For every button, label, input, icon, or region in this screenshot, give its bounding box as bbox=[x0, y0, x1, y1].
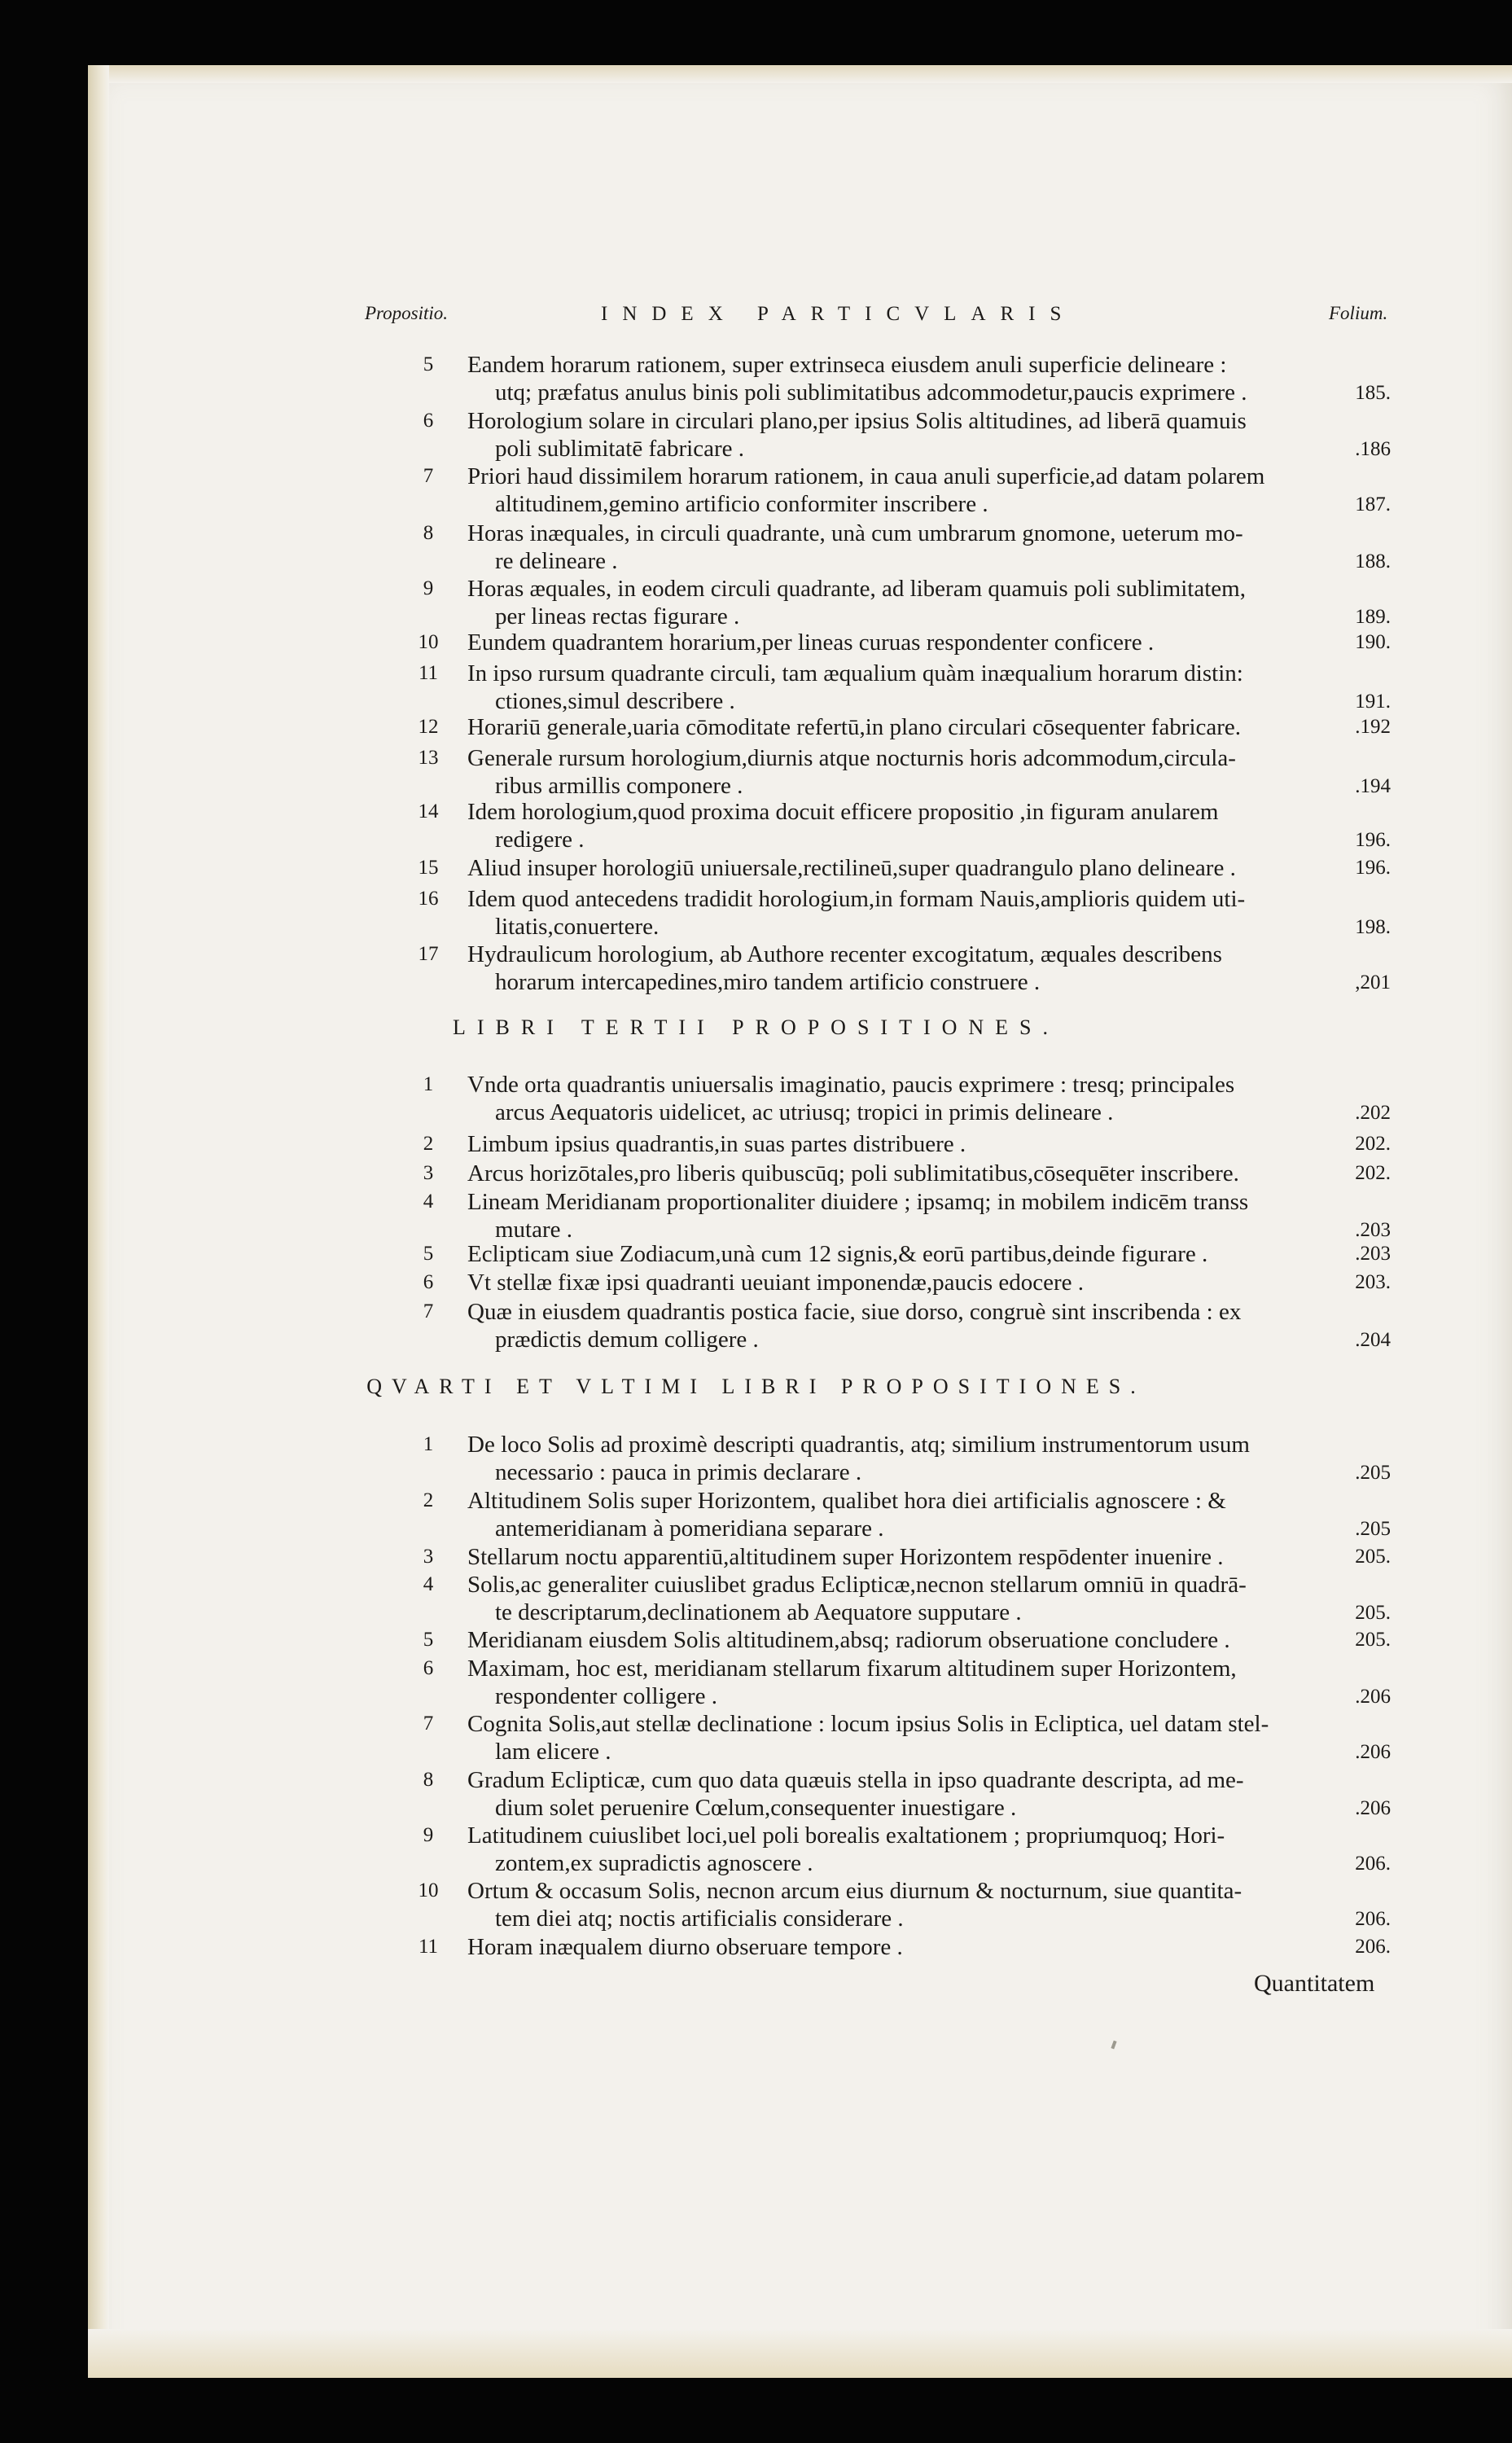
proposition-text bbox=[467, 463, 1330, 518]
folio-number: .192 bbox=[1355, 716, 1391, 738]
proposition-number: 9 bbox=[423, 577, 434, 599]
proposition-number: 6 bbox=[423, 1657, 434, 1679]
proposition-text bbox=[467, 1130, 1330, 1158]
folio-number: 196. bbox=[1355, 829, 1391, 851]
proposition-number: 4 bbox=[423, 1573, 434, 1595]
proposition-text bbox=[467, 407, 1330, 463]
folio-number: .205 bbox=[1355, 1462, 1391, 1484]
folio-number: .203 bbox=[1355, 1243, 1391, 1265]
catchword: Quantitatem bbox=[1254, 1970, 1375, 1997]
folio-number: 203. bbox=[1355, 1271, 1391, 1293]
proposition-line: Hydraulicum horologium, ab Authore recenter excogitatum, æquales describens bbox=[467, 941, 1222, 967]
folio-number: 188. bbox=[1355, 550, 1391, 572]
proposition-line: tem diei atq; noctis artificialis considerare . bbox=[495, 1906, 904, 1932]
page-edge-bottom bbox=[88, 2329, 1512, 2378]
running-head-right: Folium. bbox=[1329, 303, 1388, 323]
proposition-line: Eandem horarum rationem, super extrinseca eiusdem anuli superficie delineare : bbox=[467, 352, 1227, 378]
proposition-text bbox=[467, 1877, 1330, 1932]
proposition-text bbox=[467, 1269, 1330, 1296]
proposition-text bbox=[467, 520, 1330, 575]
proposition-line: poli sublimitatē fabricare . bbox=[495, 436, 745, 462]
proposition-line: antemeridianam à pomeridiana separare . bbox=[495, 1515, 884, 1542]
proposition-text bbox=[467, 1188, 1330, 1243]
proposition-line: Limbum ipsius quadrantis,in suas partes distribuere . bbox=[467, 1131, 966, 1157]
proposition-text bbox=[467, 629, 1330, 656]
proposition-text bbox=[467, 1822, 1330, 1877]
proposition-text bbox=[467, 351, 1330, 406]
proposition-text bbox=[467, 1298, 1330, 1353]
proposition-line: Stellarum noctu apparentiū,altitudinem super Horizontem respōdenter inuenire . bbox=[467, 1544, 1224, 1570]
proposition-line: respondenter colligere . bbox=[495, 1683, 717, 1709]
proposition-number: 8 bbox=[423, 522, 434, 544]
proposition-text bbox=[467, 1487, 1330, 1542]
folio-number: 190. bbox=[1355, 631, 1391, 653]
proposition-text bbox=[467, 575, 1330, 630]
proposition-text bbox=[467, 854, 1330, 882]
proposition-text bbox=[467, 885, 1330, 941]
folio-number: 205. bbox=[1355, 1546, 1391, 1568]
proposition-line: De loco Solis ad proximè descripti quadrantis, atq; similium instrumentorum usum bbox=[467, 1432, 1250, 1458]
folio-number: 205. bbox=[1355, 1629, 1391, 1651]
proposition-line: Vt stellæ fixæ ipsi quadranti ueuiant imponendæ,paucis edocere . bbox=[467, 1270, 1085, 1296]
proposition-number: 6 bbox=[423, 1271, 434, 1293]
folio-number: .186 bbox=[1355, 438, 1391, 460]
proposition-line: Vnde orta quadrantis uniuersalis imaginatio, paucis exprimere : tresq; principales bbox=[467, 1072, 1235, 1098]
proposition-line: Aliud insuper horologiū uniuersale,rectilineū,super quadrangulo plano delineare . bbox=[467, 855, 1236, 881]
proposition-number: 13 bbox=[418, 747, 439, 769]
proposition-line: Horariū generale,uaria cōmoditate refertū,in plano circulari cōsequenter fabricare. bbox=[467, 714, 1242, 740]
proposition-line: dium solet peruenire Cœlum,consequenter inuestigare . bbox=[495, 1795, 1017, 1821]
proposition-number: 11 bbox=[418, 662, 439, 684]
proposition-number: 4 bbox=[423, 1191, 434, 1213]
running-head-left: Propositio. bbox=[365, 303, 449, 323]
proposition-number: 10 bbox=[418, 1879, 439, 1901]
proposition-line: prædictis demum colligere . bbox=[495, 1327, 759, 1353]
proposition-text bbox=[467, 660, 1330, 715]
proposition-number: 5 bbox=[423, 1629, 434, 1651]
proposition-line: Horas inæquales, in circuli quadrante, unà cum umbrarum gnomone, ueterum mo- bbox=[467, 520, 1243, 546]
proposition-line: Arcus horizōtales,pro liberis quibuscūq; poli sublimitatibus,cōsequēter inscribere. bbox=[467, 1160, 1239, 1186]
proposition-line: litatis,conuertere. bbox=[495, 914, 660, 940]
proposition-text bbox=[467, 1766, 1330, 1822]
proposition-text bbox=[467, 1071, 1330, 1126]
proposition-number: 3 bbox=[423, 1162, 434, 1184]
proposition-line: Horam inæqualem diurno obseruare tempore . bbox=[467, 1934, 903, 1960]
proposition-number: 12 bbox=[418, 716, 439, 738]
proposition-line: utq; præfatus anulus binis poli sublimitatibus adcommodetur,paucis exprimere . bbox=[495, 379, 1247, 406]
proposition-number: 8 bbox=[423, 1769, 434, 1791]
proposition-number: 1 bbox=[423, 1073, 434, 1095]
proposition-line: Maximam, hoc est, meridianam stellarum fixarum altitudinem super Horizontem, bbox=[467, 1656, 1237, 1682]
proposition-number: 10 bbox=[418, 631, 439, 653]
proposition-line: Eclipticam siue Zodiacum,unà cum 12 signis,& eorū partibus,deinde figurare . bbox=[467, 1241, 1208, 1267]
proposition-line: Cognita Solis,aut stellæ declinatione : locum ipsius Solis in Ecliptica, uel datam stel- bbox=[467, 1711, 1269, 1737]
proposition-line: Eundem quadrantem horarium,per lineas curuas respondenter conficere . bbox=[467, 629, 1155, 656]
proposition-line: ctiones,simul describere . bbox=[495, 688, 735, 714]
proposition-text bbox=[467, 1571, 1330, 1626]
folio-number: 189. bbox=[1355, 606, 1391, 628]
proposition-line: Gradum Eclipticæ, cum quo data quæuis stella in ipso quadrante descripta, ad me- bbox=[467, 1767, 1244, 1793]
proposition-line: Lineam Meridianam proportionaliter diuidere ; ipsamq; in mobilem indicēm transs bbox=[467, 1189, 1249, 1215]
folio-number: 202. bbox=[1355, 1133, 1391, 1155]
section-title-quarti: QVARTI ET VLTIMI LIBRI PROPOSITIONES. bbox=[366, 1375, 1146, 1398]
folio-number: 187. bbox=[1355, 493, 1391, 515]
proposition-text bbox=[467, 1543, 1330, 1571]
proposition-number: 3 bbox=[423, 1546, 434, 1568]
proposition-line: necessario : pauca in primis declarare . bbox=[495, 1459, 862, 1485]
proposition-line: Generale rursum horologium,diurnis atque nocturnis horis adcommodum,circula- bbox=[467, 745, 1236, 771]
folio-number: 191. bbox=[1355, 691, 1391, 713]
proposition-line: Priori haud dissimilem horarum rationem, in caua anuli superficie,ad datam polarem bbox=[467, 463, 1265, 489]
folio-number: 205. bbox=[1355, 1602, 1391, 1624]
proposition-line: lam elicere . bbox=[495, 1739, 611, 1765]
proposition-line: altitudinem,gemino artificio conformiter inscribere . bbox=[495, 491, 988, 517]
proposition-text bbox=[467, 713, 1330, 741]
proposition-line: Horologium solare in circulari plano,per ipsius Solis altitudines, ad liberā quamuis bbox=[467, 408, 1247, 434]
proposition-text bbox=[467, 941, 1330, 996]
proposition-line: Latitudinem cuiuslibet loci,uel poli borealis exaltationem ; propriumquoq; Hori- bbox=[467, 1822, 1225, 1849]
proposition-number: 7 bbox=[423, 1713, 434, 1735]
proposition-number: 7 bbox=[423, 465, 434, 487]
proposition-text bbox=[467, 1240, 1330, 1268]
proposition-number: 2 bbox=[423, 1489, 434, 1511]
proposition-text bbox=[467, 1160, 1330, 1187]
proposition-number: 14 bbox=[418, 800, 439, 822]
proposition-number: 7 bbox=[423, 1300, 434, 1322]
proposition-line: Altitudinem Solis super Horizontem, qualibet hora diei artificialis agnoscere : & bbox=[467, 1488, 1226, 1514]
proposition-text bbox=[467, 744, 1330, 800]
running-head bbox=[0, 303, 1512, 336]
folio-number: .205 bbox=[1355, 1518, 1391, 1540]
proposition-line: horarum intercapedines,miro tandem artificio construere . bbox=[495, 969, 1041, 995]
page-edge-left bbox=[88, 65, 109, 2378]
folio-number: 206. bbox=[1355, 1853, 1391, 1875]
proposition-number: 2 bbox=[423, 1133, 434, 1155]
folio-number: .194 bbox=[1355, 775, 1391, 797]
page-edge-top bbox=[88, 65, 1512, 83]
proposition-line: Idem horologium,quod proxima docuit efficere propositio ,in figuram anularem bbox=[467, 799, 1219, 825]
proposition-number: 6 bbox=[423, 410, 434, 432]
proposition-line: mutare . bbox=[495, 1217, 573, 1243]
folio-number: 198. bbox=[1355, 916, 1391, 938]
folio-number: 206. bbox=[1355, 1908, 1391, 1930]
proposition-line: redigere . bbox=[495, 827, 585, 853]
proposition-text bbox=[467, 1626, 1330, 1654]
proposition-line: zontem,ex supradictis agnoscere . bbox=[495, 1850, 813, 1876]
proposition-number: 1 bbox=[423, 1433, 434, 1455]
proposition-number: 16 bbox=[418, 888, 439, 910]
folio-number: .206 bbox=[1355, 1741, 1391, 1763]
proposition-line: arcus Aequatoris uidelicet, ac utriusq; tropici in primis delineare . bbox=[495, 1099, 1114, 1125]
folio-number: .206 bbox=[1355, 1797, 1391, 1819]
proposition-text bbox=[467, 798, 1330, 853]
proposition-line: te descriptarum,declinationem ab Aequatore supputare . bbox=[495, 1599, 1022, 1625]
proposition-number: 9 bbox=[423, 1824, 434, 1846]
folio-number: .202 bbox=[1355, 1102, 1391, 1124]
proposition-line: ribus armillis componere . bbox=[495, 773, 743, 799]
proposition-line: Quæ in eiusdem quadrantis postica facie, siue dorso, congruè sint inscribenda : ex bbox=[467, 1299, 1242, 1325]
proposition-line: Solis,ac generaliter cuiuslibet gradus Eclipticæ,necnon stellarum omniū in quadrā- bbox=[467, 1572, 1247, 1598]
proposition-number: 17 bbox=[418, 943, 439, 965]
proposition-number: 11 bbox=[418, 1936, 439, 1958]
folio-number: .206 bbox=[1355, 1686, 1391, 1708]
section-title-libri-tertii: LIBRI TERTII PROPOSITIONES. bbox=[452, 1015, 1060, 1039]
proposition-line: Ortum & occasum Solis, necnon arcum eius diurnum & nocturnum, siue quantita- bbox=[467, 1878, 1242, 1904]
folio-number: ,201 bbox=[1355, 971, 1391, 993]
folio-number: 206. bbox=[1355, 1936, 1391, 1958]
running-head-title: INDEX PARTICVLARIS bbox=[601, 303, 1076, 325]
folio-number: 196. bbox=[1355, 857, 1391, 879]
proposition-text bbox=[467, 1933, 1330, 1961]
proposition-number: 5 bbox=[423, 353, 434, 375]
proposition-line: Horas æquales, in eodem circuli quadrante, ad liberam quamuis poli sublimitatem, bbox=[467, 576, 1246, 602]
proposition-text bbox=[467, 1710, 1330, 1765]
folio-number: 185. bbox=[1355, 382, 1391, 404]
folio-number: .203 bbox=[1355, 1219, 1391, 1241]
proposition-text bbox=[467, 1431, 1330, 1486]
proposition-line: Meridianam eiusdem Solis altitudinem,absq; radiorum obseruatione concludere . bbox=[467, 1627, 1230, 1653]
proposition-line: re delineare . bbox=[495, 548, 618, 574]
proposition-text bbox=[467, 1655, 1330, 1710]
proposition-line: per lineas rectas figurare . bbox=[495, 603, 740, 629]
proposition-number: 5 bbox=[423, 1243, 434, 1265]
proposition-line: In ipso rursum quadrante circuli, tam æqualium quàm inæqualium horarum distin: bbox=[467, 660, 1243, 686]
proposition-line: Idem quod antecedens tradidit horologium,in formam Nauis,amplioris quidem uti- bbox=[467, 886, 1246, 912]
folio-number: .204 bbox=[1355, 1329, 1391, 1351]
folio-number: 202. bbox=[1355, 1162, 1391, 1184]
proposition-number: 15 bbox=[418, 857, 439, 879]
